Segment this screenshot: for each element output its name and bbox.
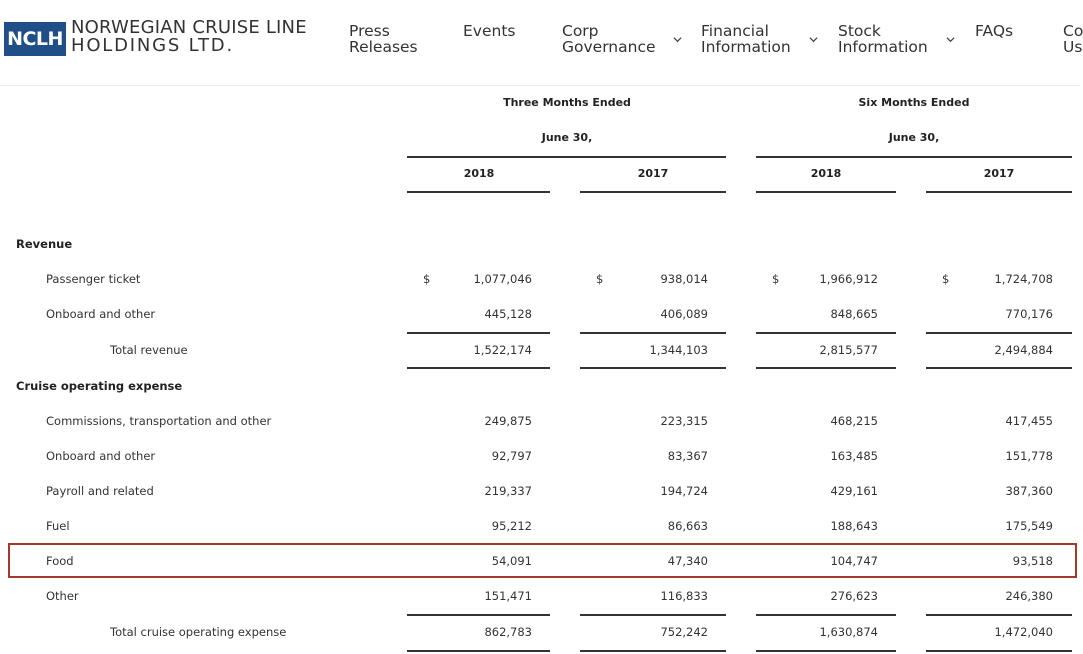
table-cell: 86,663: [667, 519, 708, 533]
table-cell: 1,630,874: [819, 625, 878, 639]
nav-corp-governance[interactable]: [562, 23, 656, 55]
nav-contact-us[interactable]: [1063, 23, 1083, 55]
table-cell: 1,077,046: [473, 272, 532, 286]
table-cell: 54,091: [491, 554, 532, 568]
table-cell: 862,783: [484, 625, 532, 639]
company-name[interactable]: [71, 19, 307, 55]
table-cell: 223,315: [660, 414, 708, 428]
table-cell: 1,344,103: [649, 343, 708, 357]
table-cell: 429,161: [830, 484, 878, 498]
rule: [756, 156, 1072, 158]
row-label: Food: [46, 554, 74, 568]
currency-symbol: $: [942, 272, 950, 286]
nav-events[interactable]: [463, 23, 515, 39]
rule: [756, 650, 896, 652]
table-cell: 116,833: [660, 589, 708, 603]
rule: [926, 367, 1072, 369]
table-cell: 93,518: [1012, 554, 1053, 568]
year-header: 2017: [983, 167, 1015, 180]
rule: [926, 191, 1072, 193]
table-cell: 188,643: [830, 519, 878, 533]
table-cell: 2,494,884: [994, 343, 1053, 357]
table-cell: 2,815,577: [819, 343, 878, 357]
section-cruise-operating-expense: Cruise operating expense: [16, 379, 183, 393]
table-cell: 938,014: [660, 272, 708, 286]
nav-label: Stock: [838, 22, 881, 40]
row-label: Onboard and other: [46, 307, 156, 321]
nav-label: Governance: [562, 38, 656, 56]
nav-label: FAQs: [975, 22, 1014, 40]
table-cell: 83,367: [667, 449, 708, 463]
rule: [926, 332, 1072, 334]
nav-stock-information[interactable]: [838, 23, 928, 55]
rule: [756, 614, 896, 616]
nav-label: Co: [1063, 22, 1083, 40]
row-label: Total revenue: [110, 343, 188, 357]
table-cell: 276,623: [830, 589, 878, 603]
table-cell: 445,128: [484, 307, 532, 321]
row-label: Other: [46, 589, 79, 603]
nav-label: Events: [463, 22, 516, 40]
table-cell: 47,340: [667, 554, 708, 568]
rule: [407, 191, 550, 193]
rule: [580, 367, 726, 369]
section-revenue: Revenue: [16, 237, 73, 251]
table-cell: 1,522,174: [473, 343, 532, 357]
nav-label: Financial: [701, 22, 769, 40]
rule: [926, 650, 1072, 652]
year-header: 2017: [637, 167, 669, 180]
rule: [580, 614, 726, 616]
chevron-down-icon[interactable]: [673, 35, 682, 44]
table-cell: 848,665: [830, 307, 878, 321]
rule: [756, 332, 896, 334]
row-label: Payroll and related: [46, 484, 154, 498]
nav-label: Us: [1063, 38, 1083, 56]
chevron-down-icon[interactable]: [809, 35, 818, 44]
table-cell: 752,242: [660, 625, 708, 639]
company-name-line2: HOLDINGS LTD.: [71, 35, 234, 56]
nav-label: Corp: [562, 22, 599, 40]
row-label: Passenger ticket: [46, 272, 141, 286]
row-label: Fuel: [46, 519, 70, 533]
chevron-down-icon[interactable]: [946, 35, 955, 44]
table-cell: 1,724,708: [994, 272, 1053, 286]
table-cell: 1,966,912: [819, 272, 878, 286]
rule: [926, 614, 1072, 616]
nav-label: Releases: [349, 38, 418, 56]
rule: [407, 650, 550, 652]
table-cell: 1,472,040: [994, 625, 1053, 639]
table-cell: 246,380: [1005, 589, 1053, 603]
rule: [580, 650, 726, 652]
table-cell: 95,212: [491, 519, 532, 533]
year-header: 2018: [810, 167, 842, 180]
table-cell: 194,724: [660, 484, 708, 498]
date-header-three-months: June 30,: [541, 131, 593, 144]
rule: [580, 332, 726, 334]
table-cell: 151,778: [1005, 449, 1053, 463]
nav-faqs[interactable]: [975, 23, 1013, 39]
row-label: Total cruise operating expense: [110, 625, 287, 639]
nav-press-releases[interactable]: [349, 23, 418, 55]
rule: [407, 156, 726, 158]
site-header: [0, 0, 1083, 86]
period-header-six-months: Six Months Ended: [858, 96, 970, 109]
period-header-three-months: Three Months Ended: [503, 96, 631, 109]
table-cell: 175,549: [1005, 519, 1053, 533]
table-cell: 770,176: [1005, 307, 1053, 321]
rule: [756, 367, 896, 369]
currency-symbol: $: [423, 272, 431, 286]
table-cell: 406,089: [660, 307, 708, 321]
nav-label: Information: [701, 38, 791, 56]
nav-label: Information: [838, 38, 928, 56]
table-cell: 163,485: [830, 449, 878, 463]
date-header-six-months: June 30,: [888, 131, 940, 144]
rule: [407, 614, 550, 616]
rule: [407, 367, 550, 369]
currency-symbol: $: [596, 272, 604, 286]
table-cell: 104,747: [830, 554, 878, 568]
year-header: 2018: [463, 167, 495, 180]
table-cell: 151,471: [484, 589, 532, 603]
company-name-line1: NORWEGIAN CRUISE LINE: [71, 17, 307, 38]
table-cell: 387,360: [1005, 484, 1053, 498]
table-cell: 92,797: [491, 449, 532, 463]
nav-label: Press: [349, 22, 390, 40]
row-label: Commissions, transportation and other: [46, 414, 272, 428]
table-cell: 219,337: [484, 484, 532, 498]
row-label: Onboard and other: [46, 449, 156, 463]
rule: [407, 332, 550, 334]
currency-symbol: $: [772, 272, 780, 286]
nav-financial-information[interactable]: [701, 23, 791, 55]
rule: [756, 191, 896, 193]
rule: [580, 191, 726, 193]
table-cell: 249,875: [484, 414, 532, 428]
nclh-logo[interactable]: NCLH: [4, 22, 66, 56]
table-cell: 468,215: [830, 414, 878, 428]
table-cell: 417,455: [1005, 414, 1053, 428]
